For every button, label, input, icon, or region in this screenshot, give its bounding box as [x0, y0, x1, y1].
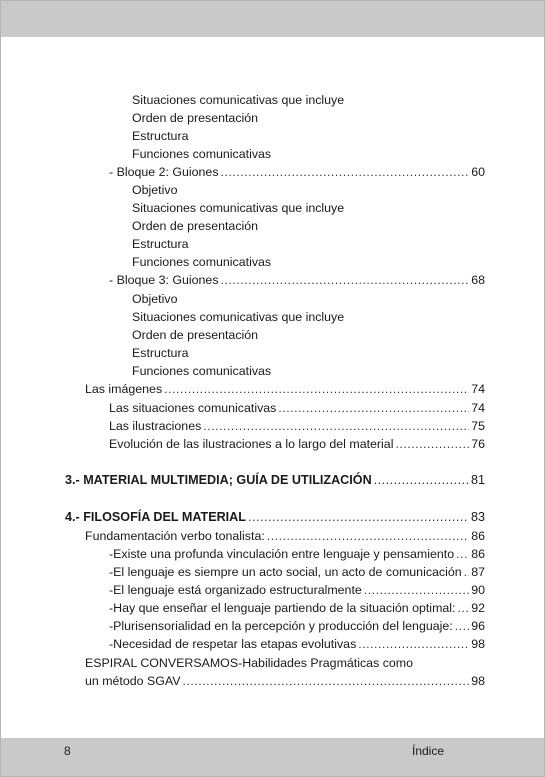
toc-entry-bloque-2[interactable] [109, 164, 485, 180]
toc-entry-label: - Bloque 3: Guiones [109, 273, 219, 287]
toc-page-number: 98 [471, 674, 485, 688]
toc-page-number: 81 [470, 473, 485, 487]
toc-entry-espiral[interactable] [85, 673, 485, 689]
toc-page-number: 60 [471, 165, 485, 179]
toc-entry-label: -Necesidad de respetar las etapas evolutivas [109, 637, 357, 651]
toc-entry-estructural[interactable] [109, 582, 485, 598]
toc-entry-plurisensorialidad[interactable] [109, 618, 485, 634]
header-band [1, 1, 544, 37]
toc-page-number: 74 [471, 401, 485, 415]
toc-subitem: Orden de presentación [132, 219, 259, 233]
toc-subitem: Situaciones comunicativas que incluye [132, 310, 345, 324]
toc-page-number: 68 [471, 273, 485, 287]
toc-entry-vinculacion[interactable] [109, 546, 485, 562]
toc-subitem: Funciones comunicativas [132, 147, 272, 161]
toc-entry-label: Las situaciones comunicativas [109, 401, 277, 415]
dot-leader [374, 472, 469, 488]
dot-leader [248, 509, 469, 525]
footer-section-title: Índice [412, 744, 445, 758]
toc-entry-label: - Bloque 2: Guiones [109, 165, 219, 179]
toc-entry-label: Las ilustraciones [109, 419, 202, 433]
toc-section-4[interactable] [65, 509, 485, 525]
toc-entry-bloque-3[interactable] [109, 272, 485, 288]
toc-entry-label: -Plurisensorialidad en la percepción y producción del lenguaje: [109, 619, 453, 633]
toc-page-number: 90 [471, 583, 485, 597]
toc-section-3[interactable] [65, 472, 485, 488]
toc-subitem: Estructura [132, 346, 189, 360]
toc-entry-espiral-line1: ESPIRAL CONVERSAMOS-Habilidades Pragmáticas como [85, 656, 414, 670]
toc-entry-acto-social[interactable] [109, 564, 485, 580]
dot-leader [203, 418, 469, 434]
toc-page-number: 76 [471, 437, 485, 451]
dot-leader [457, 600, 469, 616]
toc-subitem: Situaciones comunicativas que incluye [132, 93, 345, 107]
dot-leader [278, 400, 469, 416]
toc-entry-label: -Hay que enseñar el lenguaje partiendo de la situación optimal: [109, 601, 456, 615]
toc-subitem: Estructura [132, 237, 189, 251]
toc-entry-evolucion[interactable] [109, 436, 485, 452]
toc-entry-label: un método SGAV [85, 674, 181, 688]
toc-entry-situaciones[interactable] [109, 400, 485, 416]
toc-subitem: Objetivo [132, 183, 178, 197]
toc-subitem: Funciones comunicativas [132, 255, 272, 269]
dot-leader [183, 673, 469, 689]
toc-entry-label: -El lenguaje es siempre un acto social, un acto de comunicación [109, 565, 462, 579]
dot-leader [267, 528, 469, 544]
toc-entry-label: -El lenguaje está organizado estructuralmente [109, 583, 362, 597]
toc-subitem: Situaciones comunicativas que incluye [132, 201, 345, 215]
toc-subitem: Orden de presentación [132, 328, 259, 342]
toc-page-number: 96 [471, 619, 485, 633]
dot-leader [455, 618, 469, 634]
dot-leader [364, 582, 469, 598]
toc-entry-label: Evolución de las ilustraciones a lo largo del material [109, 437, 394, 451]
toc-entry-label: Fundamentación verbo tonalista: [85, 529, 265, 543]
toc-page-number: 92 [471, 601, 485, 615]
toc-subitem: Orden de presentación [132, 111, 259, 125]
toc-entry-etapas-evolutivas[interactable] [109, 636, 485, 652]
toc-section-label: 3.- MATERIAL MULTIMEDIA; GUÍA DE UTILIZACIÓN [65, 473, 372, 487]
toc-entry-label: -Existe una profunda vinculación entre lenguaje y pensamiento [109, 547, 455, 561]
toc-section-label: 4.- FILOSOFÍA DEL MATERIAL [65, 510, 246, 524]
toc-entry-label: Las imágenes [85, 382, 163, 396]
toc-entry-fundamentacion[interactable] [85, 528, 485, 544]
page-number: 8 [64, 744, 71, 758]
toc-page-number: 74 [471, 382, 485, 396]
toc-entry-imagenes[interactable] [85, 381, 485, 397]
toc-page-number: 86 [471, 547, 485, 561]
footer-band [1, 738, 544, 776]
toc-page-number: 83 [470, 510, 485, 524]
dot-leader [395, 436, 469, 452]
toc-subitem: Estructura [132, 129, 189, 143]
toc-subitem: Funciones comunicativas [132, 364, 272, 378]
dot-leader [464, 564, 469, 580]
dot-leader [164, 381, 469, 397]
toc-page-number: 87 [471, 565, 485, 579]
dot-leader [221, 164, 469, 180]
dot-leader [358, 636, 469, 652]
toc-page-number: 98 [471, 637, 485, 651]
toc-page-number: 75 [471, 419, 485, 433]
dot-leader [456, 546, 469, 562]
dot-leader [221, 272, 469, 288]
toc-page-number: 86 [471, 529, 485, 543]
toc-entry-ilustraciones[interactable] [109, 418, 485, 434]
toc-entry-situacion-optimal[interactable] [109, 600, 485, 616]
toc-subitem: Objetivo [132, 292, 178, 306]
